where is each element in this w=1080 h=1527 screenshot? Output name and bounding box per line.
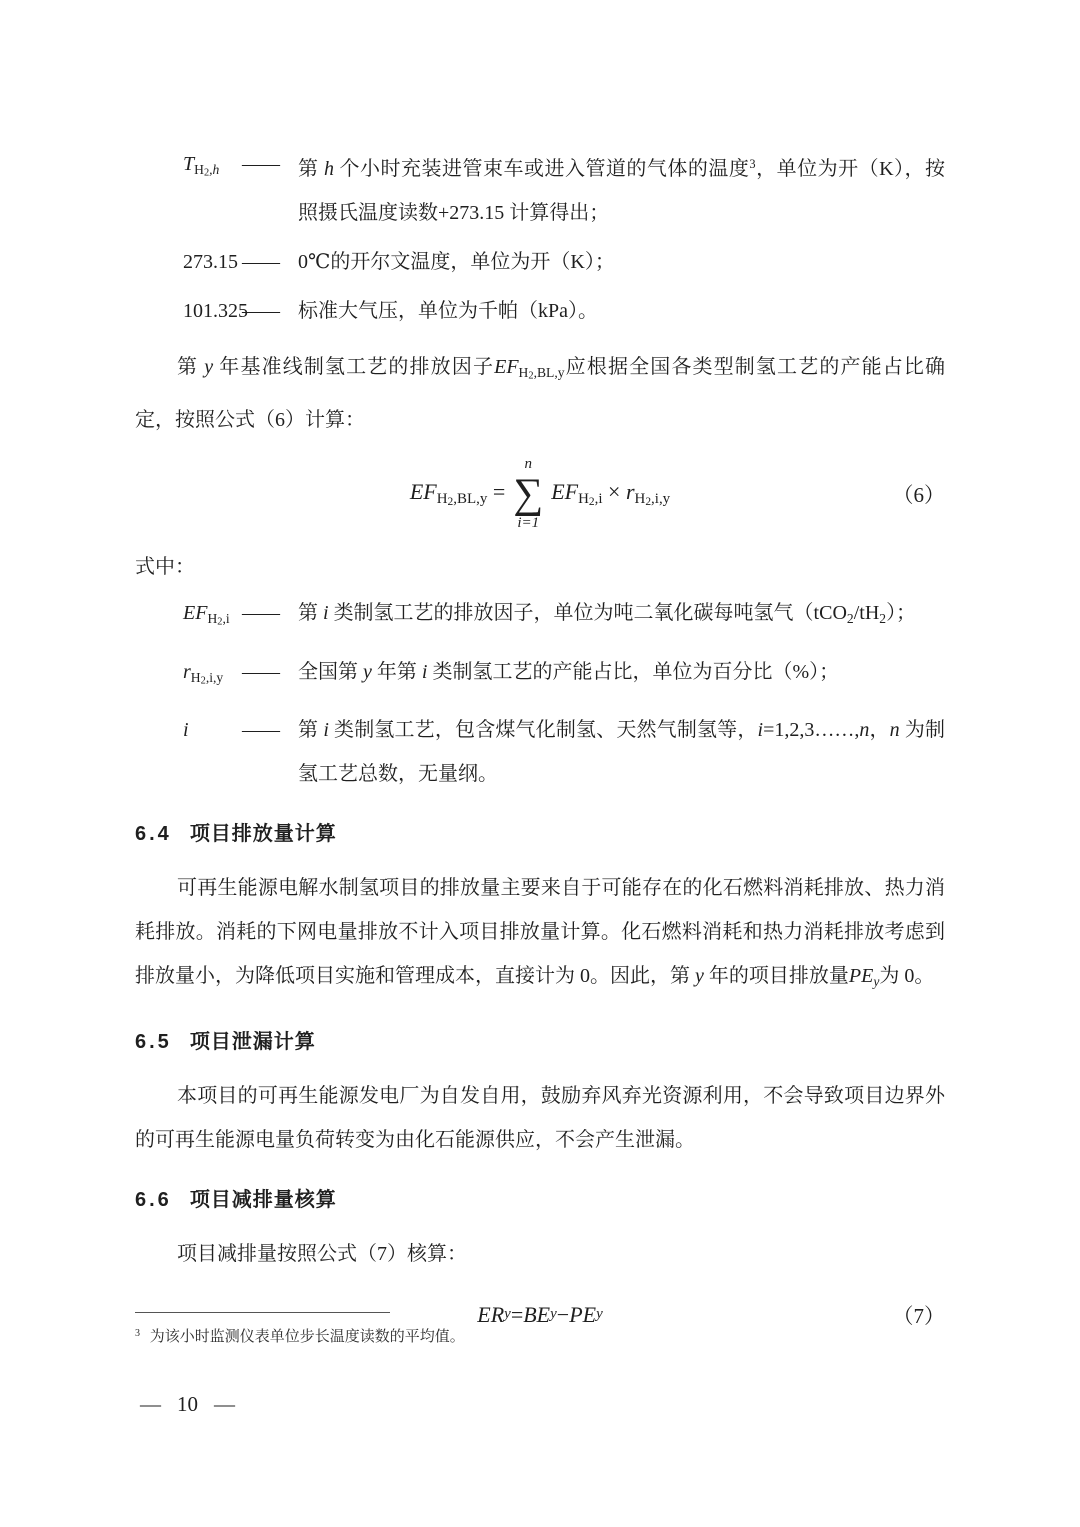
formula-7-body: ER y = BE y − PE y <box>477 1301 603 1327</box>
paragraph-section-6-5: 本项目的可再生能源发电厂为自发自用，鼓励弃风弃光资源利用，不会导致项目边界外的可再生能源电量负荷转变为由化石能源供应，不会产生泄漏。 <box>135 1084 945 1151</box>
formula-6-rhs: $EFH_2,i \times rH_2,i,y$ <box>551 479 671 509</box>
variable-symbol: 101.325 <box>183 299 248 322</box>
section-title: 项目泄漏计算 <box>189 1030 316 1053</box>
definition-dash: —— <box>242 299 278 322</box>
formula-where-label: 式中： <box>135 556 195 579</box>
definition-list-top <box>135 142 945 333</box>
definition-dash: —— <box>242 250 278 273</box>
section-title: 项目排放量计算 <box>189 823 337 846</box>
variable-symbol: $TH_2,h$ <box>183 153 220 179</box>
variable-description: 第 i 类制氢工艺，包含煤气化制氢、天然气制氢等，i=1,2,3……,n，n 为制氢工艺总数，无量纲。 <box>298 719 945 786</box>
definition-row-pressure-constant <box>135 289 945 333</box>
equation-number-6: （6） <box>892 482 945 507</box>
variable-description: 0℃的开尔文温度，单位为开（K）； <box>298 250 615 273</box>
page-number-left-dash: — <box>140 1392 161 1416</box>
section-heading-6-4 <box>135 814 945 854</box>
page-number-value: 10 <box>177 1392 198 1416</box>
formula-6-lhs: $EFH_2,BL,y$ = <box>409 479 506 509</box>
summation-construct <box>513 456 543 531</box>
summation-lower-limit: i=1 <box>517 514 540 531</box>
formula-6-body <box>410 456 670 531</box>
definition-row-temperature <box>135 142 945 235</box>
paragraph-baseline-emission-factor: 第 y 年基准线制氢工艺的排放因子$EFH_2,BL,y$应根据全国各类型制氢工艺的产能占比确定，按照公式（6）计算： <box>135 355 946 432</box>
variable-symbol: $rH_2,i,y$ <box>183 660 224 687</box>
definition-list-formula6 <box>135 591 945 796</box>
section-number: 6.5 <box>135 1030 172 1053</box>
equation-number-7: （7） <box>892 1303 945 1328</box>
page-number-right-dash: — <box>214 1392 235 1416</box>
section-number: 6.4 <box>135 823 172 846</box>
definition-row-kelvin-constant <box>135 240 945 284</box>
variable-description: 第 i 类制氢工艺的排放因子，单位为吨二氧化碳每吨氢气（tCO2/tH2）； <box>298 602 917 627</box>
footnote-marker: 3 <box>135 1328 140 1339</box>
variable-symbol: 273.15 <box>183 250 238 273</box>
section-title: 项目减排量核算 <box>189 1188 337 1211</box>
definition-dash: —— <box>242 602 278 625</box>
variable-symbol: i <box>183 719 189 742</box>
footnote-text-line <box>135 1323 945 1348</box>
section-heading-6-5 <box>135 1022 945 1062</box>
page-number <box>140 1392 235 1417</box>
variable-symbol: $EFH_2,i$ <box>183 602 230 628</box>
definition-dash: —— <box>242 660 278 683</box>
definition-row-process-index <box>135 708 945 796</box>
definition-dash: —— <box>242 719 278 742</box>
paragraph-section-6-4: 可再生能源电解水制氢项目的排放量主要来自于可能存在的化石燃料消耗排放、热力消耗排放。消耗的下网电量排放不计入项目排放量计算。化石燃料消耗和热力消耗排放考虑到排放量小，为降低项目实施和管理成本，直接计为 0。因此，第 y 年的项目排放量PEy为 0。 <box>135 877 945 989</box>
variable-description: 全国第 y 年第 i 类制氢工艺的产能占比，单位为百分比（%）； <box>298 660 840 683</box>
summation-sigma-symbol: ∑ <box>513 470 544 517</box>
variable-description: 第 h 个小时充装进管束车或进入管道的气体的温度$^3$，单位为开（K），按照摄氏温度读数+273.15 计算得出； <box>298 157 946 224</box>
section-number: 6.6 <box>135 1188 172 1211</box>
page-content <box>135 0 945 1342</box>
section-heading-6-6 <box>135 1180 945 1220</box>
footnote-area <box>135 1312 945 1348</box>
definition-row-capacity-ratio <box>135 650 945 703</box>
footnote-divider <box>135 1312 390 1313</box>
variable-description: 标准大气压，单位为千帕（kPa）。 <box>298 299 598 322</box>
paragraph-section-6-6: 项目减排量按照公式（7）核算： <box>177 1242 467 1265</box>
definition-dash: —— <box>242 153 278 175</box>
footnote-text: 为该小时监测仪表单位步长温度读数的平均值。 <box>149 1329 465 1345</box>
summation-upper-limit: n <box>524 456 532 473</box>
formula-6 <box>135 444 945 543</box>
definition-row-ef-process <box>135 591 945 644</box>
